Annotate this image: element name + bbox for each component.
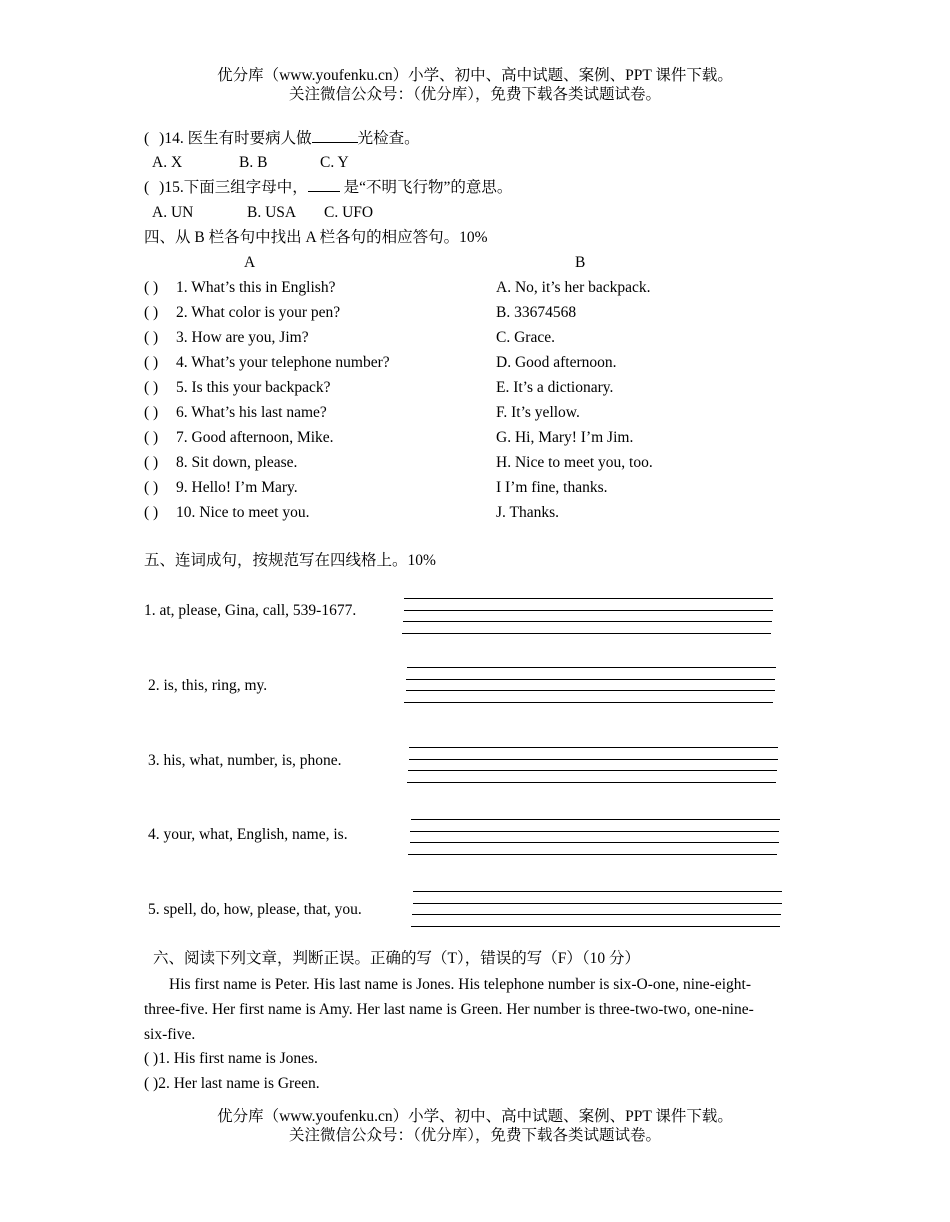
question-15-option-c: C. UFO	[324, 204, 374, 221]
grid-line	[403, 621, 772, 622]
answer-paren[interactable]: ( )	[144, 429, 159, 446]
reorder-item-4: 4. your, what, English, name, is.	[148, 826, 348, 843]
grid-line	[406, 690, 775, 691]
grid-line	[404, 610, 773, 611]
column-a-header: A	[244, 254, 256, 271]
header-line-2: 关注微信公众号：（优分库），免费下载各类试题试卷。	[288, 86, 661, 103]
match-row	[144, 378, 331, 398]
reorder-item-5: 5. spell, do, how, please, that, you.	[148, 901, 362, 918]
match-question: 1. What’s this in English?	[176, 279, 336, 296]
grid-line	[410, 831, 779, 832]
question-14-option-b: B. B	[239, 154, 268, 171]
answer-paren[interactable]: ( )	[144, 304, 159, 321]
passage-line-1: His first name is Peter. His last name is Jones. His telephone number is six-O-one, nine-eight-	[169, 976, 752, 993]
answer-paren[interactable]: ( )	[144, 504, 159, 521]
match-question: 10. Nice to meet you.	[176, 504, 310, 521]
match-row	[144, 478, 298, 498]
grid-line	[413, 903, 782, 904]
footer-line-2: 关注微信公众号：（优分库），免费下载各类试题试卷。	[288, 1127, 661, 1144]
match-question: 5. Is this your backpack?	[176, 379, 331, 396]
section-4-title: 四、从 B 栏各句中找出 A 栏各句的相应答句。10%	[144, 229, 488, 246]
grid-line	[410, 842, 779, 843]
grid-line	[406, 679, 775, 680]
question-14-stem: )14. 医生有时要病人做	[159, 130, 312, 147]
match-question: 4. What’s your telephone number?	[176, 354, 390, 371]
column-b-header: B	[575, 254, 586, 271]
question-15-option-a: A. UN	[152, 204, 194, 221]
match-row	[144, 353, 390, 373]
match-question: 8. Sit down, please.	[176, 454, 298, 471]
match-answer: E. It’s a dictionary.	[496, 379, 614, 396]
match-question: 3. How are you, Jim?	[176, 329, 309, 346]
match-question: 9. Hello! I’m Mary.	[176, 479, 298, 496]
question-14-stem-end: 光检查。	[357, 130, 420, 147]
grid-line	[412, 914, 781, 915]
grid-line	[409, 759, 778, 760]
grid-line	[402, 633, 771, 634]
answer-blank[interactable]	[308, 177, 340, 192]
question-14-option-c: C. Y	[320, 154, 349, 171]
answer-paren[interactable]: ( )	[144, 404, 159, 421]
match-row	[144, 503, 309, 523]
match-answer: C. Grace.	[496, 329, 555, 346]
grid-line	[408, 770, 777, 771]
match-question: 6. What’s his last name?	[176, 404, 327, 421]
answer-paren[interactable]: ( )	[144, 454, 159, 471]
judge-question-2: ( )2. Her last name is Green.	[144, 1075, 320, 1092]
grid-line	[413, 891, 782, 892]
match-answer: G. Hi, Mary! I’m Jim.	[496, 429, 634, 446]
grid-line	[408, 854, 777, 855]
match-answer: J. Thanks.	[496, 504, 560, 521]
grid-line	[411, 819, 780, 820]
grid-line	[409, 747, 778, 748]
section-5-title: 五、连词成句，按规范写在四线格上。10%	[144, 552, 436, 569]
answer-paren: (	[144, 130, 150, 147]
question-15-option-b: B. USA	[247, 204, 297, 221]
match-answer: F. It’s yellow.	[496, 404, 580, 421]
header-line-1: 优分库（www.youfenku.cn）小学、初中、高中试题、案例、PPT 课件下载。	[217, 67, 733, 84]
passage-line-2: three-five. Her first name is Amy. Her last name is Green. Her number is three-two-two, one-nine-	[144, 1001, 754, 1018]
answer-paren[interactable]: ( )	[144, 279, 159, 296]
match-answer: B. 33674568	[496, 304, 577, 321]
match-row	[144, 428, 334, 448]
match-question: 2. What color is your pen?	[176, 304, 341, 321]
match-row	[144, 403, 327, 423]
reorder-item-1: 1. at, please, Gina, call, 539-1677.	[144, 602, 357, 619]
match-question: 7. Good afternoon, Mike.	[176, 429, 334, 446]
grid-line	[404, 702, 773, 703]
match-answer: H. Nice to meet you, too.	[496, 454, 653, 471]
answer-paren[interactable]: ( )	[144, 329, 159, 346]
grid-line	[407, 667, 776, 668]
match-row	[144, 328, 309, 348]
grid-line	[407, 782, 776, 783]
match-row	[144, 453, 297, 473]
question-15-stem: )15.下面三组字母中，	[159, 179, 308, 196]
reorder-item-2: 2. is, this, ring, my.	[148, 677, 268, 694]
passage-line-3: six-five.	[144, 1026, 196, 1043]
question-15-stem-end: 是“不明飞行物”的意思。	[339, 179, 513, 196]
reorder-item-3: 3. his, what, number, is, phone.	[148, 752, 342, 769]
grid-line	[411, 926, 780, 927]
match-answer: A. No, it’s her backpack.	[496, 279, 651, 296]
question-15	[144, 177, 512, 198]
answer-paren[interactable]: ( )	[144, 379, 159, 396]
section-6-title: 六、阅读下列文章，判断正误。正确的写（T），错误的写（F）（10 分）	[153, 950, 640, 967]
grid-line	[404, 598, 773, 599]
question-14	[144, 128, 420, 149]
match-row	[144, 303, 340, 323]
match-answer: D. Good afternoon.	[496, 354, 617, 371]
answer-paren[interactable]: ( )	[144, 354, 159, 371]
judge-question-1: ( )1. His first name is Jones.	[144, 1050, 318, 1067]
answer-blank[interactable]	[312, 128, 358, 143]
footer-line-1: 优分库（www.youfenku.cn）小学、初中、高中试题、案例、PPT 课件下载。	[217, 1108, 733, 1125]
answer-paren[interactable]: ( )	[144, 479, 159, 496]
question-14-option-a: A. X	[152, 154, 183, 171]
answer-paren: (	[144, 179, 150, 196]
match-answer: I I’m fine, thanks.	[496, 479, 608, 496]
match-row	[144, 278, 335, 298]
